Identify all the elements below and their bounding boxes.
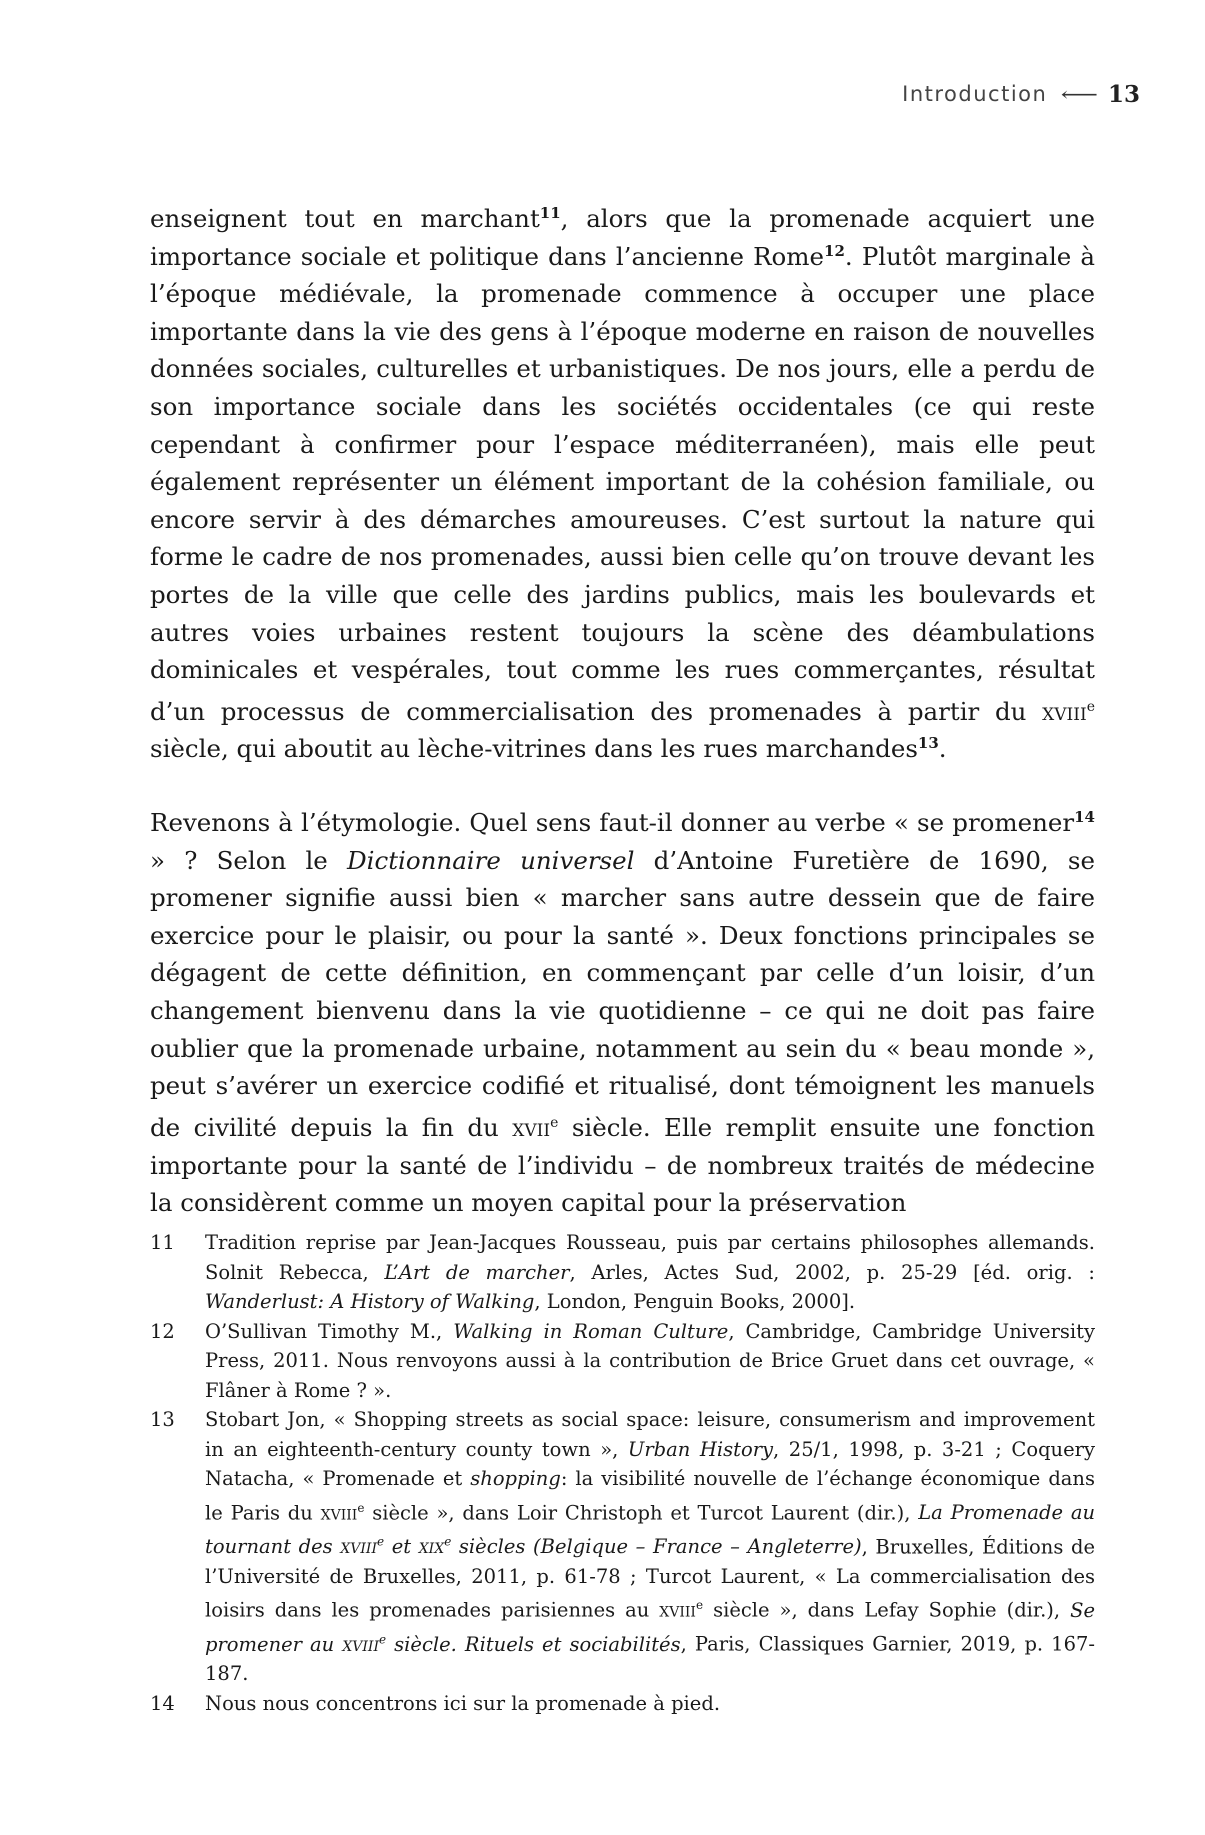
century-numeral: xviii [342, 1632, 379, 1656]
main-text [150, 200, 1095, 1222]
text-run: : la visibilité nouvelle de l’échange économique dans le Paris du [205, 1467, 1096, 1524]
footnote-ref-13[interactable]: 13 [917, 734, 939, 753]
footnote-number: 14 [150, 1691, 175, 1715]
text-run: siècle », dans Loir Christoph et Turcot Laurent (dir.), [364, 1501, 919, 1524]
footnote-text [205, 1228, 1095, 1317]
century-numeral: xviii [340, 1535, 377, 1558]
book-title: Walking in Roman Culture [453, 1319, 729, 1343]
italic-term: shopping [470, 1467, 561, 1490]
century-suffix: e [357, 1500, 365, 1515]
century-numeral: xviii [320, 1501, 358, 1524]
footnote-text [205, 1317, 1095, 1406]
text-run: enseignent tout en marchant [150, 204, 540, 233]
footnote-text: Nous nous concentrons ici sur la promenade à pied. [205, 1691, 721, 1715]
text-run: , Paris, Classiques Garnier, 2019, p. 167-187. [205, 1632, 1095, 1685]
footnote-number: 12 [150, 1319, 175, 1343]
century-numeral: xviii [1042, 696, 1087, 726]
text-run: La Promenade au tournant des [205, 1501, 1096, 1558]
ornament-dash-icon: ⟵ [1061, 82, 1099, 106]
text-run: siècle », dans Lefay Sophie (dir.), [703, 1598, 1071, 1622]
journal-title: Urban History [627, 1437, 774, 1461]
text-run: siècle. Rituels et sociabilités [386, 1632, 681, 1656]
century-numeral: xix [418, 1535, 445, 1558]
paragraph-2 [150, 804, 1095, 1222]
century-suffix: e [444, 1534, 452, 1549]
footnote-ref-11[interactable]: 11 [539, 203, 561, 222]
text-run: Revenons à l’étymologie. Quel sens faut-il donner au verbe « se promener [150, 808, 1075, 838]
text-run: siècle, qui aboutit au lèche-vitrines dans les rues marchandes [150, 734, 918, 764]
text-run: , Arles, Actes Sud, 2002, p. 25-29 [éd. orig. : [569, 1260, 1095, 1284]
footnote-ref-12[interactable]: 12 [824, 241, 845, 260]
footnote-12 [150, 1317, 1095, 1406]
footnotes [150, 1228, 1095, 1718]
footnote-11 [150, 1228, 1095, 1317]
footnote-13 [150, 1405, 1095, 1689]
text-run: d’Antoine Furetière de 1690, se promener signifie aussi bien « marcher sans autre dessein que de faire exercice pour le plaisir, ou pour la santé ». Deux fonctions principales se dégagent de cette définition, en commençant par celle d’un loisir, d’un changement bienvenu dans la vie quotidienne – ce qui ne doit pas faire oublier que la promenade urbaine, notamment au sein du « beau monde », peut s’avérer un exercice codifié et ritualisé, dont témoignent les manuels de civilité depuis la fin du [150, 845, 1095, 1142]
text-run: siècle. Elle remplit ensuite une fonction importante pour la santé de l’individu – de nombreux traités de médecine la considèrent comme un moyen capital pour la préservation [150, 1112, 1095, 1218]
footnote-14 [150, 1689, 1095, 1719]
running-head-title: Introduction [902, 82, 1048, 106]
century-suffix: e [695, 1598, 704, 1612]
footnote-number: 11 [150, 1231, 175, 1254]
running-head [850, 76, 1140, 112]
text-run: » ? Selon le [150, 845, 348, 875]
text-run: , alors que la promenade acquiert une importance sociale et politique dans l’ancienne Rome [150, 204, 1095, 271]
text-run: . Plutôt marginale à l’époque médiévale, la promenade commence à occuper une place importante dans la vie des gens à l’époque moderne en raison de nouvelles données sociales, culturelles et urbanistiques. De nos jours, elle a perdu de son importance sociale dans les sociétés occidentales (ce qui reste cependant à confirmer pour l’espace méditerranéen), mais elle peut également représenter un élément important de la cohésion familiale, ou encore servir à des démarches amoureuses. C’est surtout la nature qui forme le cadre de nos promenades, aussi bien celle qu’on trouve devant les portes de la ville que celle des jardins publics, mais les boulevards et autres voies urbaines restent toujours la scène des déambulations dominicales et vespérales, tout comme les rues commerçantes, résultat d’un processus de commercialisation des promenades à partir du [150, 241, 1096, 726]
footnote-number: 13 [150, 1408, 175, 1431]
century-suffix: e [1086, 698, 1095, 715]
page-number: 13 [1107, 80, 1140, 108]
century-suffix: e [376, 1534, 385, 1549]
text-run: Stobart Jon, « Shopping streets as social space: leisure, consumerism and improvement in an eighteenth-century county town », [205, 1408, 1095, 1461]
text-run: et [384, 1535, 419, 1558]
book-title: Dictionnaire universel [347, 845, 635, 875]
footnote-ref-14[interactable]: 14 [1074, 807, 1095, 826]
century-numeral: xviii [659, 1598, 696, 1622]
text-run: Tradition reprise par Jean-Jacques Rousseau, puis par certains philosophes allemands. Solnit Rebecca, [205, 1231, 1095, 1284]
book-title: Wanderlust: A History of Walking [205, 1290, 535, 1313]
century-numeral: xvii [512, 1112, 551, 1142]
paragraph-1 [150, 200, 1095, 768]
book-title: L’Art de marcher [384, 1260, 570, 1284]
text-run: , Cambridge, Cambridge University Press, 2011. Nous renvoyons aussi à la contribution de Brice Gruet dans cet ouvrage, « Flâner à Rome ? ». [205, 1319, 1096, 1402]
text-run: , 25/1, 1998, p. 3-21 ; Coquery Natacha, « Promenade et [205, 1437, 1095, 1490]
text-run: , London, Penguin Books, 2000]. [534, 1290, 856, 1313]
text-run: , Bruxelles, Éditions de l’Université de Bruxelles, 2011, p. 61-78 ; Turcot Laurent, « La commercialisation des loisirs dans les promenades parisiennes au [205, 1535, 1095, 1622]
text-run: O’Sullivan Timothy M., [205, 1319, 454, 1343]
century-suffix: e [550, 1114, 559, 1131]
text-run: Se promener au [205, 1598, 1095, 1656]
footnote-text [205, 1405, 1095, 1689]
century-suffix: e [378, 1632, 387, 1646]
text-run: . [938, 734, 947, 764]
text-run: siècles (Belgique – France – Angleterre) [451, 1535, 862, 1558]
